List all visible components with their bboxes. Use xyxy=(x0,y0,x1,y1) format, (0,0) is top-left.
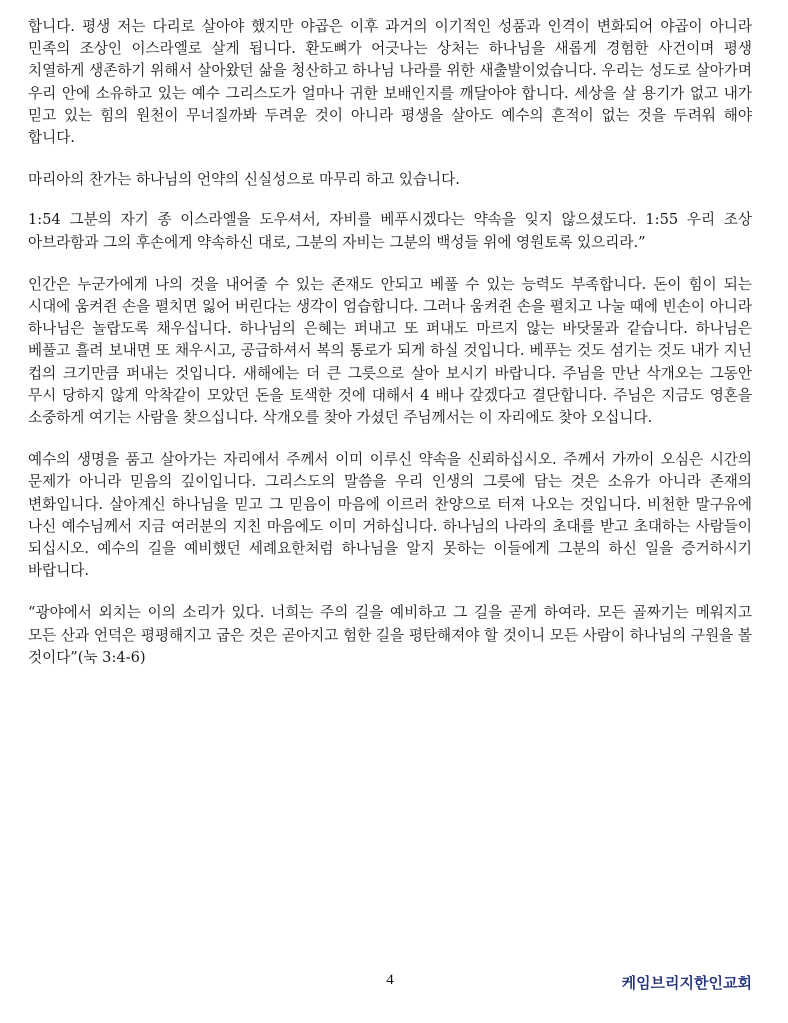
paragraph-scripture-luke-3-4-6: “광야에서 외치는 이의 소리가 있다. 너희는 주의 길을 예비하고 그 길을 곧게 하여라. 모든 골짜기는 메워지고 모든 산과 언덕은 평평해지고 굽은 것은 곧아지고 험한 길을 평탄해져야 할 것이니 모든 사람이 하나님의 구원을 볼 것이다”(눅 3:4-6) xyxy=(28,604,752,666)
page-number: 4 xyxy=(386,972,394,988)
paragraph-jacob-transformation: 합니다. 평생 저는 다리로 살아야 했지만 야곱은 이후 과거의 이기적인 성품과 인격이 변화되어 야곱이 아니라 민족의 조상인 이스라엘로 살게 됩니다. 환도뼈가 어긋나는 상처는 하나님을 새롭게 경험한 사건이며 평생 치열하게 생존하기 위해서 살아왔던 삶을 청산하고 하나님 나라를 위한 새출발이었습니다. 우리는 성도로 살아가며 우리 안에 소유하고 있는 예수 그리스도가 얼마나 귀한 보배인지를 깨달아야 합니다. 세상을 살 용기가 없고 내가 믿고 있는 힘의 원천이 무너질까봐 두려운 것이 아니라 평생을 살아도 예수의 흔적이 없는 것을 두려워 해야 합니다. xyxy=(28,18,752,147)
paragraph-trust-promise: 예수의 생명을 품고 살아가는 자리에서 주께서 이미 이루신 약속을 신뢰하십시오. 주께서 가까이 오심은 시간의 문제가 아니라 믿음의 깊이입니다. 그리스도의 말씀을 우리 인생의 그릇에 담는 것은 소유가 아니라 존재의 변화입니다. 살아계신 하나님을 믿고 그 믿음이 마음에 이르러 찬양으로 터져 나오는 것입니다. 비천한 말구유에 나신 예수님께서 지금 여러분의 지친 마음에도 이미 거하십니다. 하나님의 나라의 초대를 받고 초대하는 사람들이 되십시오. 예수의 길을 예비했던 세례요한처럼 하나님을 알지 못하는 이들에게 그분의 하신 일을 증거하시기 바랍니다. xyxy=(28,451,752,580)
document-body xyxy=(28,16,752,689)
paragraph-scripture-luke-1-54-55: 1:54 그분의 자기 종 이스라엘을 도우셔서, 자비를 베푸시겠다는 약속을 잊지 않으셨도다. 1:55 우리 조상 아브라함과 그의 후손에게 약속하신 대로, 그분의 자비는 그분의 백성들 위에 영원토록 있으리라.” xyxy=(28,211,752,251)
page-footer xyxy=(28,968,752,998)
paragraph-mary-song-intro: 마리아의 찬가는 하나님의 언약의 신실성으로 마무리 하고 있습니다. xyxy=(28,171,460,189)
paragraph-giving-and-grace: 인간은 누군가에게 나의 것을 내어줄 수 있는 존재도 안되고 베풀 수 있는 능력도 부족합니다. 돈이 힘이 되는 시대에 움켜쥔 손을 펼치면 잃어 버린다는 생각이 엄습합니다. 그러나 움켜쥔 손을 펼치고 나눌 때에 빈손이 아니라 하나님은 놀랍도록 채우십니다. 하나님의 은혜는 퍼내고 또 퍼내도 마르지 않는 바닷물과 같습니다. 하나님은 베풀고 흘려 보내면 또 채우시고, 공급하셔서 복의 통로가 되게 하실 것입니다. 베푸는 것도 섬기는 것도 내가 지닌 컵의 크기만큼 퍼내는 것입니다. 새해에는 더 큰 그릇으로 살아 보시기 바랍니다. 주님을 만난 삭개오는 그동안 무시 당하지 않게 악착같이 모았던 돈을 토색한 것에 대해서 4 배나 갚겠다고 결단합니다. 주님은 지금도 영혼을 소중하게 여기는 사람을 찾으십니다. 삭개오를 찾아 가셨던 주님께서는 이 자리에도 찾아 오십니다. xyxy=(28,275,752,427)
church-name: 케임브리지한인교회 xyxy=(621,974,752,992)
